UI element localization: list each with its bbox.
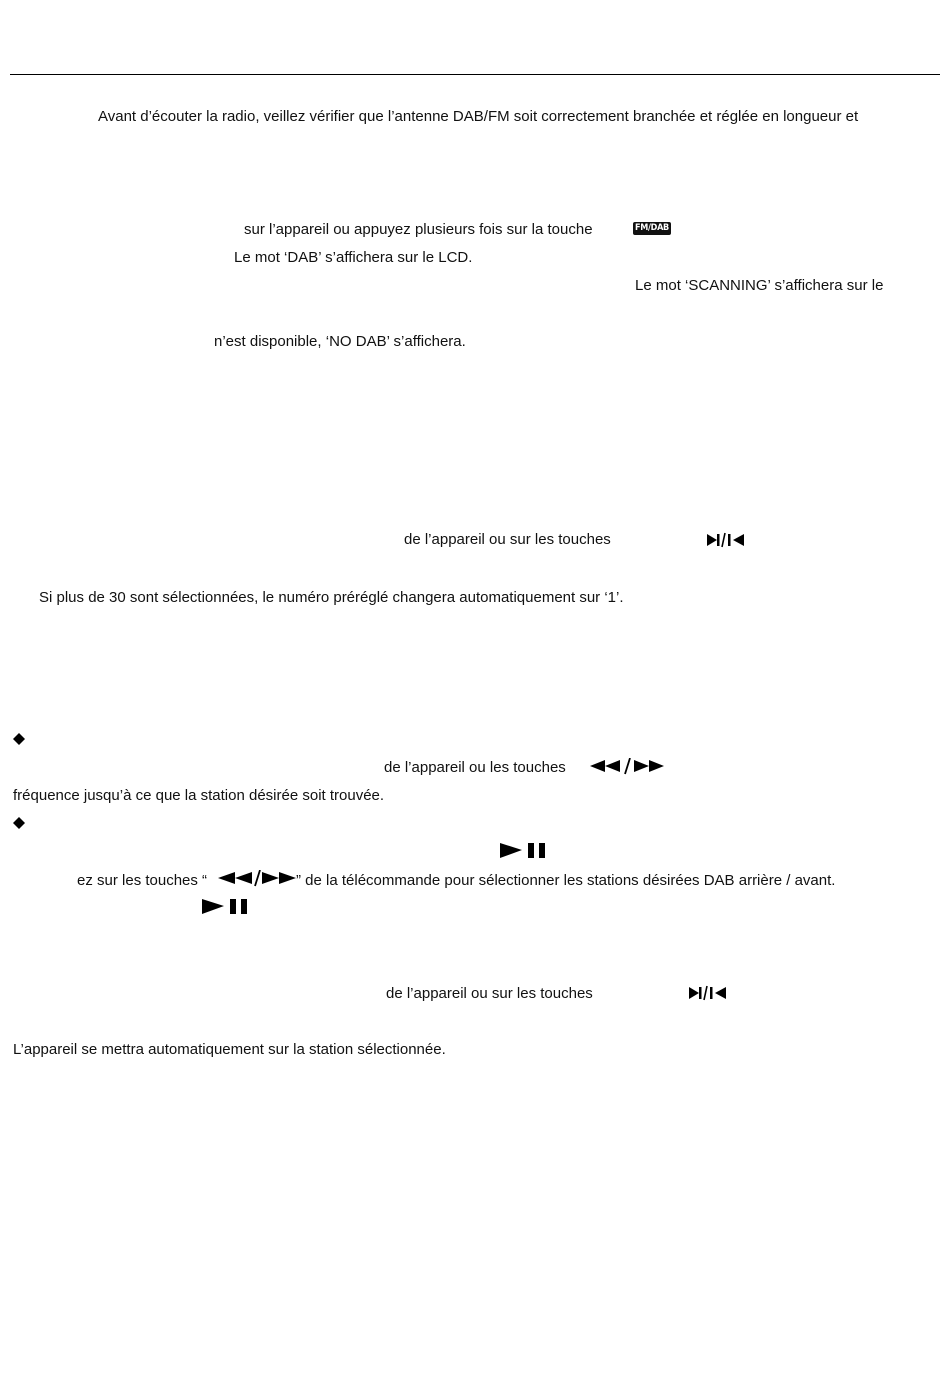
rewind-forward-icon xyxy=(218,870,296,888)
bullet-diamond-icon xyxy=(13,817,25,829)
text-dab-display: Le mot ‘DAB’ s’affichera sur le LCD. xyxy=(234,249,473,266)
rewind-forward-icon xyxy=(590,758,666,776)
play-pause-icon xyxy=(202,898,250,915)
text-remote-keys-a: ez sur les touches “ xyxy=(77,872,208,889)
play-pause-icon xyxy=(500,842,548,859)
text-preset-keys: de l’appareil ou sur les touches xyxy=(404,531,611,548)
next-prev-preset-icon xyxy=(688,985,730,1001)
text-auto-tune: L’appareil se mettra automatiquement sur la station sélectionnée. xyxy=(13,1041,446,1058)
fm-dab-key-icon: FM/DAB xyxy=(635,223,669,233)
text-frequency-search: fréquence jusqu’à ce que la station désirée soit trouvée. xyxy=(13,787,385,804)
bullet-diamond-icon xyxy=(13,733,25,745)
text-no-dab: n’est disponible, ‘NO DAB’ s’affichera. xyxy=(214,333,466,350)
header-rule xyxy=(10,74,940,75)
next-prev-preset-icon xyxy=(706,532,748,548)
text-remote-keys-b: ” de la télécommande pour sélectionner les stations désirées DAB arrière / avant. xyxy=(296,872,836,889)
text-preset-keys-2: de l’appareil ou sur les touches xyxy=(386,985,593,1002)
text-tune-keys: de l’appareil ou les touches xyxy=(384,759,566,776)
text-scanning-display: Le mot ‘SCANNING’ s’affichera sur le xyxy=(635,277,884,294)
text-antenna-check: Avant d’écouter la radio, veillez vérifier que l’antenne DAB/FM soit correctement branchée et réglée en longueur et xyxy=(98,108,859,125)
text-preset-limit: Si plus de 30 sont sélectionnées, le numéro préréglé changera automatiquement sur ‘1’. xyxy=(39,589,624,606)
text-press-key: sur l’appareil ou appuyez plusieurs fois sur la touche xyxy=(244,221,593,238)
